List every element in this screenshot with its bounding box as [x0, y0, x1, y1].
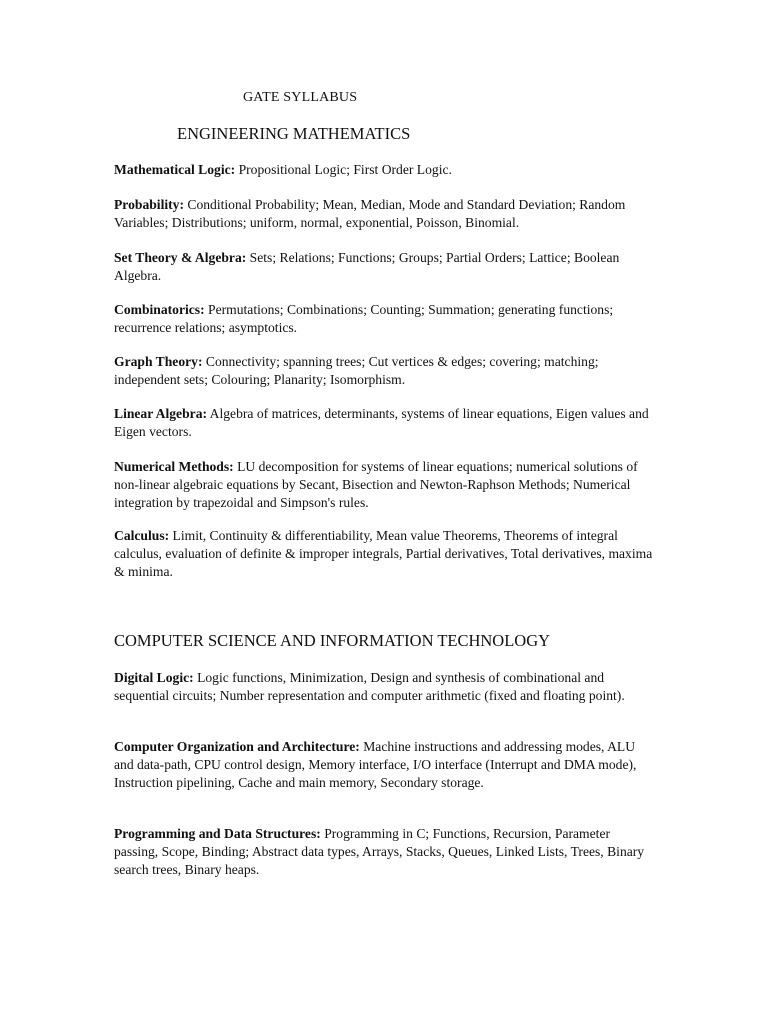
topic-label: Computer Organization and Architecture:	[114, 739, 360, 754]
topic-computer-organization-architecture	[114, 738, 649, 791]
topic-linear-algebra	[114, 405, 662, 441]
topic-text: Sets; Relations; Functions; Groups; Partial Orders; Lattice; Boolean Algebra.	[114, 250, 620, 283]
topic-text: Connectivity; spanning trees; Cut vertices & edges; covering; matching; independent sets; Colouring; Planarity; Isomorphism.	[114, 354, 599, 387]
topic-text: Permutations; Combinations; Counting; Summation; generating functions; recurrence relations; asymptotics.	[114, 302, 614, 335]
topic-text: Machine instructions and addressing modes, ALU and data-path, CPU control design, Memory interface, I/O interface (Interrupt and DMA mode), Instruction pipelining, Cache and main memory, Secondary storage.	[114, 739, 637, 790]
section-heading-computer-science: COMPUTER SCIENCE AND INFORMATION TECHNOLOGY	[114, 631, 551, 650]
topic-text: Conditional Probability; Mean, Median, Mode and Standard Deviation; Random Variables; Distributions; uniform, normal, exponential, Poisson, Binomial.	[114, 197, 626, 230]
topic-text: Programming in C; Functions, Recursion, Parameter passing, Scope, Binding; Abstract data types, Arrays, Stacks, Queues, Linked Lists, Trees, Binary search trees, Binary heaps.	[114, 826, 645, 877]
topic-calculus	[114, 527, 662, 580]
topic-label: Graph Theory:	[114, 354, 203, 369]
topic-text: Propositional Logic; First Order Logic.	[235, 162, 452, 177]
topic-programming-data-structures	[114, 825, 652, 878]
topic-label: Combinatorics:	[114, 302, 205, 317]
topic-label: Probability:	[114, 197, 184, 212]
topic-label: Mathematical Logic:	[114, 162, 236, 177]
topic-combinatorics	[114, 301, 662, 337]
topic-label: Linear Algebra:	[114, 406, 208, 421]
document-title: GATE SYLLABUS	[243, 90, 358, 105]
topic-text: Logic functions, Minimization, Design and synthesis of combinational and sequential circuits; Number representation and computer arithmetic (fixed and floating point).	[114, 670, 625, 703]
topic-mathematical-logic	[114, 161, 662, 179]
topic-label: Numerical Methods:	[114, 459, 234, 474]
topic-label: Calculus:	[114, 528, 170, 543]
section-heading-engineering-mathematics: ENGINEERING MATHEMATICS	[177, 124, 411, 143]
topic-text: Algebra of matrices, determinants, systems of linear equations, Eigen values and Eigen vectors.	[114, 406, 649, 439]
topic-label: Programming and Data Structures:	[114, 826, 321, 841]
topic-text: Limit, Continuity & differentiability, Mean value Theorems, Theorems of integral calculus, evaluation of definite & improper integrals, Partial derivatives, Total derivatives, maxima & minima.	[114, 528, 653, 579]
topic-set-theory-algebra	[114, 249, 662, 285]
topic-text: LU decomposition for systems of linear equations; numerical solutions of non-linear algebraic equations by Secant, Bisection and Newton-Raphson Methods; Numerical integration by trapezoidal and Simpson's rules.	[114, 459, 638, 510]
topic-graph-theory	[114, 353, 662, 389]
topic-probability	[114, 196, 662, 232]
topic-digital-logic	[114, 669, 662, 705]
topic-label: Digital Logic:	[114, 670, 194, 685]
topic-label: Set Theory & Algebra:	[114, 250, 247, 265]
topic-numerical-methods	[114, 458, 662, 511]
